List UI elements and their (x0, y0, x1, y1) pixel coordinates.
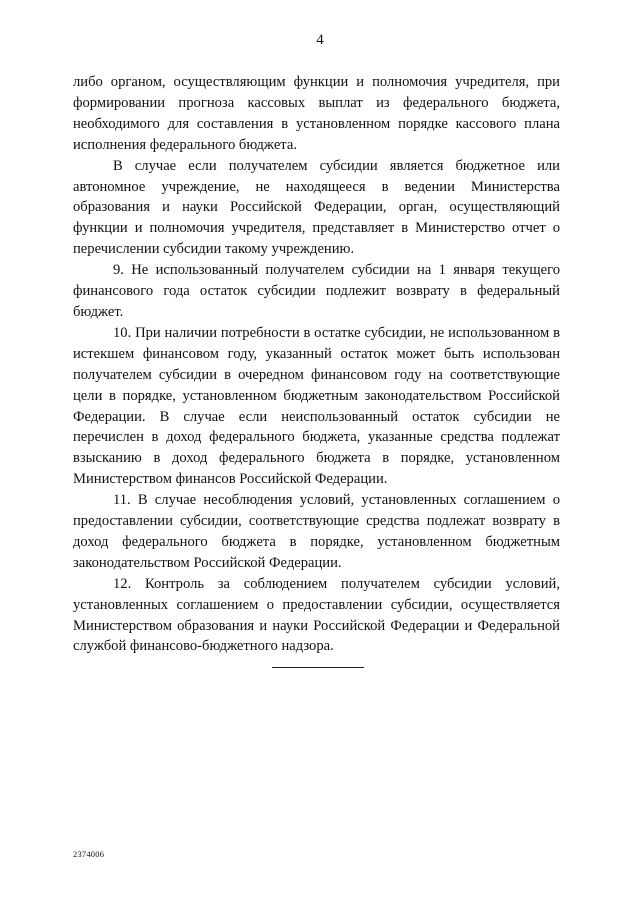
document-body (73, 72, 560, 657)
document-code: 2374006 (73, 849, 105, 859)
paragraph-item-11: 11. В случае несоблюдения условий, установленных соглашением о предоставлении субсидии, соответствующие средства подлежат возврату в доход федерального бюджета в порядке, установленном бюджетным законодательством Российской Федерации. (73, 492, 560, 571)
paragraph-item-10: 10. При наличии потребности в остатке субсидии, не использованном в истекшем финансовом году, указанный остаток может быть использован получателем субсидии в очередном финансовом году на соответствующие цели в порядке, установленном бюджетным законодательством Российской Федерации. В случае если неиспользованный остаток субсидии не перечислен в доход федерального бюджета, указанные средства подлежат взысканию в доход федерального бюджета в порядке, установленном Министерством финансов Российской Федерации. (73, 324, 560, 488)
paragraph-item-9: 9. Не использованный получателем субсидии на 1 января текущего финансового года остаток субсидии подлежит возврату в федеральный бюджет. (73, 262, 560, 320)
paragraph-continuation: либо органом, осуществляющим функции и полномочия учредителя, при формировании прогноза кассовых выплат из федерального бюджета, необходимого для составления в установленном порядке кассового плана исполнения федерального бюджета. (73, 74, 560, 153)
page-number: 4 (316, 32, 324, 48)
paragraph-budget-institution: В случае если получателем субсидии является бюджетное или автономное учреждение, не находящееся в ведении Министерства образования и науки Российской Федерации, орган, осуществляющий функции и полномочия учредителя, представляет в Министерство отчет о перечислении субсидии такому учреждению. (73, 157, 560, 258)
paragraph-item-12: 12. Контроль за соблюдением получателем субсидии условий, установленных соглашением о предоставлении субсидии, осуществляется Министерством образования и науки Российской Федерации и Федеральной службой финансово-бюджетного надзора. (73, 575, 560, 655)
end-of-document-rule (272, 667, 364, 668)
